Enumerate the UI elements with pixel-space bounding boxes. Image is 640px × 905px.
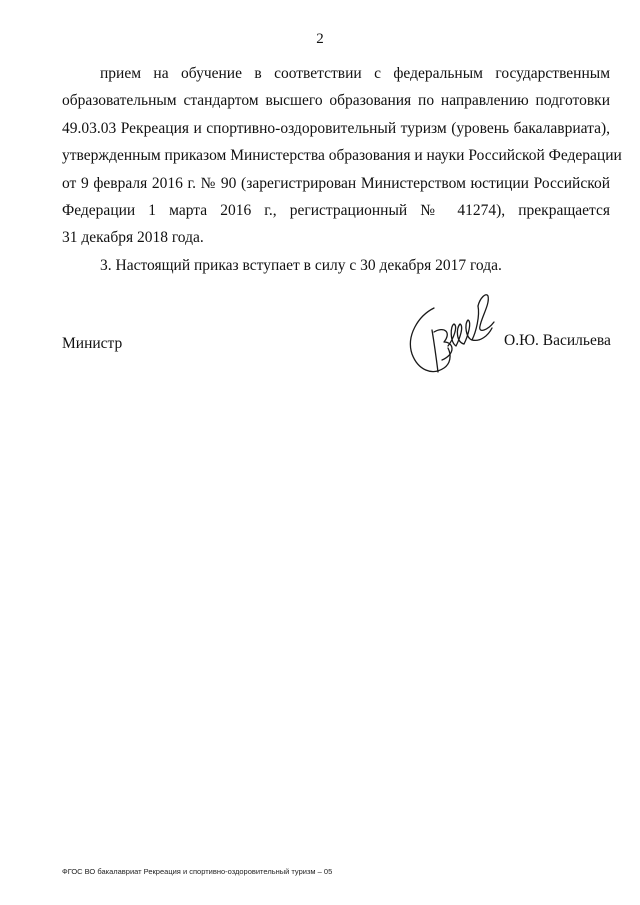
signatory-name: О.Ю. Васильева [504,332,611,349]
signature-icon [398,286,500,378]
paragraph-line: образовательным стандартом высшего образования по направлению подготовки [62,92,610,110]
paragraph-line: прием на обучение в соответствии с федеральным государственным [100,65,610,82]
document-body [62,60,622,279]
paragraph-line: от 9 февраля 2016 г. № 90 (зарегистрирован Министерством юстиции Российской [62,174,610,192]
signatory-title: Министр [62,335,123,352]
paragraph-line: 31 декабря 2018 года. [62,229,204,247]
footer-note: ФГОС ВО бакалавриат Рекреация и спортивно-оздоровительный туризм – 05 [62,867,333,876]
paragraph-line: 49.03.03 Рекреация и спортивно-оздоровительный туризм (уровень бакалавриата), [62,119,610,137]
page-number: 2 [316,31,324,47]
paragraph-line: Федерации 1 марта 2016 г., регистрационный № 41274), прекращается [62,201,610,219]
clause-3: 3. Настоящий приказ вступает в силу с 30 декабря 2017 года. [100,256,502,274]
paragraph-line: утвержденным приказом Министерства образования и науки Российской Федерации [62,147,622,165]
